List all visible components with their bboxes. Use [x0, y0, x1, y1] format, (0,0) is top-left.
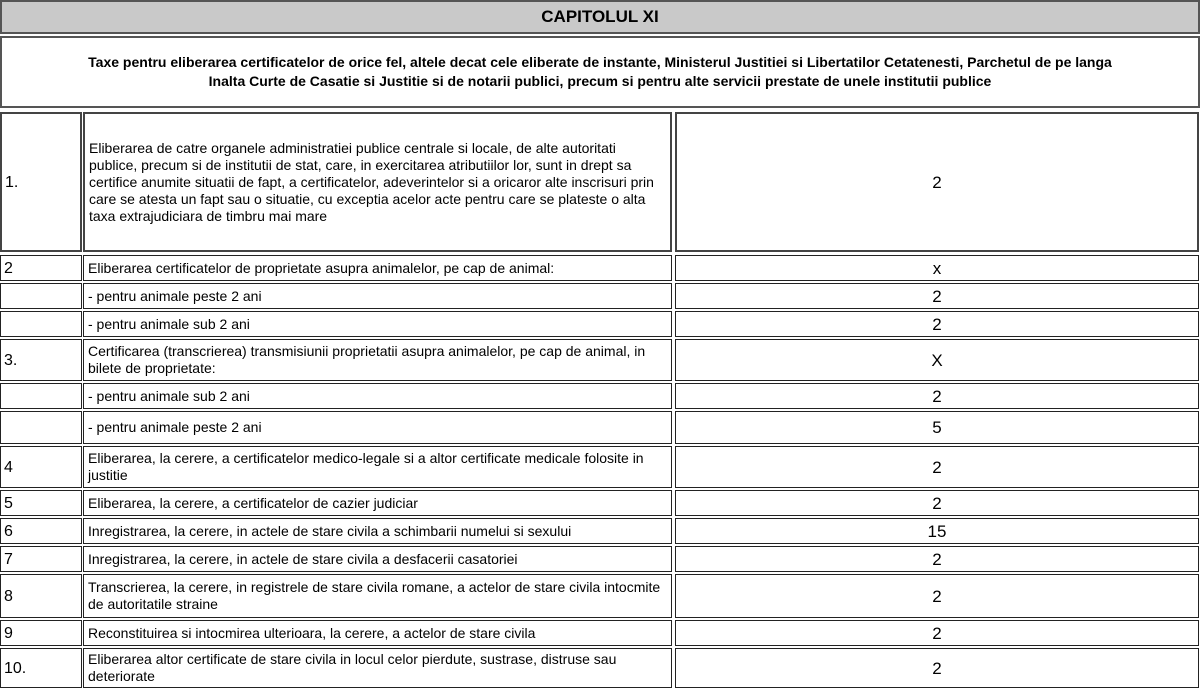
row-fee-value: x [675, 255, 1199, 281]
row-description: - pentru animale sub 2 ani [83, 383, 672, 409]
row-number: 6 [0, 518, 82, 544]
row-description: Inregistrarea, la cerere, in actele de stare civila a desfacerii casatoriei [83, 546, 672, 572]
row-description: Eliberarea de catre organele administratiei publice centrale si locale, de alte autoritati publice, precum si de institutii de stat, care, in exercitarea atributiilor lor, sunt in drept sa certifice anumite situatii de fapt, a certificatelor, adeverintelor si a oricaror alte inscrisuri prin care se atesta un fapt sau o situatie, cu exceptia acelor acte pentru care se plateste o alta taxa extrajudiciara de timbru mai mare [83, 112, 672, 252]
row-description: Reconstituirea si intocmirea ulterioara, la cerere, a actelor de stare civila [83, 620, 672, 646]
row-fee-value: 2 [675, 490, 1199, 516]
row-number: 9 [0, 620, 82, 646]
chapter-subtitle [0, 36, 1200, 108]
chapter-subtitle-line1: Taxe pentru eliberarea certificatelor de orice fel, altele decat cele eliberate de instante, Ministerul Justitiei si Libertatilor Cetatenesti, Parchetul de pe langa [88, 54, 1112, 70]
row-number [0, 283, 82, 309]
row-fee-value: 2 [675, 574, 1199, 618]
chapter-subtitle-line2: Inalta Curte de Casatie si Justitie si de notarii publici, precum si pentru alte servicii prestate de unele institutii publice [208, 73, 992, 89]
row-description: Eliberarea, la cerere, a certificatelor medico-legale si a altor certificate medicale folosite in justitie [83, 446, 672, 488]
row-description: Eliberarea, la cerere, a certificatelor de cazier judiciar [83, 490, 672, 516]
row-description: Certificarea (transcrierea) transmisiunii proprietatii asupra animalelor, pe cap de animal, in bilete de proprietate: [83, 339, 672, 381]
row-description: - pentru animale peste 2 ani [83, 283, 672, 309]
chapter-title: CAPITOLUL XI [0, 0, 1200, 34]
row-fee-value: 2 [675, 112, 1199, 252]
row-number: 2 [0, 255, 82, 281]
row-description: Eliberarea altor certificate de stare civila in locul celor pierdute, sustrase, distruse sau deteriorate [83, 648, 672, 688]
row-fee-value: 2 [675, 546, 1199, 572]
row-fee-value: 2 [675, 446, 1199, 488]
row-fee-value: X [675, 339, 1199, 381]
row-number: 8 [0, 574, 82, 618]
row-fee-value: 5 [675, 411, 1199, 444]
row-number: 4 [0, 446, 82, 488]
row-fee-value: 2 [675, 311, 1199, 337]
row-fee-value: 2 [675, 283, 1199, 309]
row-description: - pentru animale peste 2 ani [83, 411, 672, 444]
row-fee-value: 15 [675, 518, 1199, 544]
row-number: 3. [0, 339, 82, 381]
row-description: - pentru animale sub 2 ani [83, 311, 672, 337]
row-fee-value: 2 [675, 383, 1199, 409]
row-number: 5 [0, 490, 82, 516]
row-description: Inregistrarea, la cerere, in actele de stare civila a schimbarii numelui si sexului [83, 518, 672, 544]
row-number [0, 411, 82, 444]
row-number: 10. [0, 648, 82, 688]
row-description: Eliberarea certificatelor de proprietate asupra animalelor, pe cap de animal: [83, 255, 672, 281]
row-description: Transcrierea, la cerere, in registrele de stare civila romane, a actelor de stare civila intocmite de autoritatile straine [83, 574, 672, 618]
row-number [0, 383, 82, 409]
row-number: 1. [0, 112, 82, 252]
row-fee-value: 2 [675, 620, 1199, 646]
row-number [0, 311, 82, 337]
row-number: 7 [0, 546, 82, 572]
row-fee-value: 2 [675, 648, 1199, 688]
